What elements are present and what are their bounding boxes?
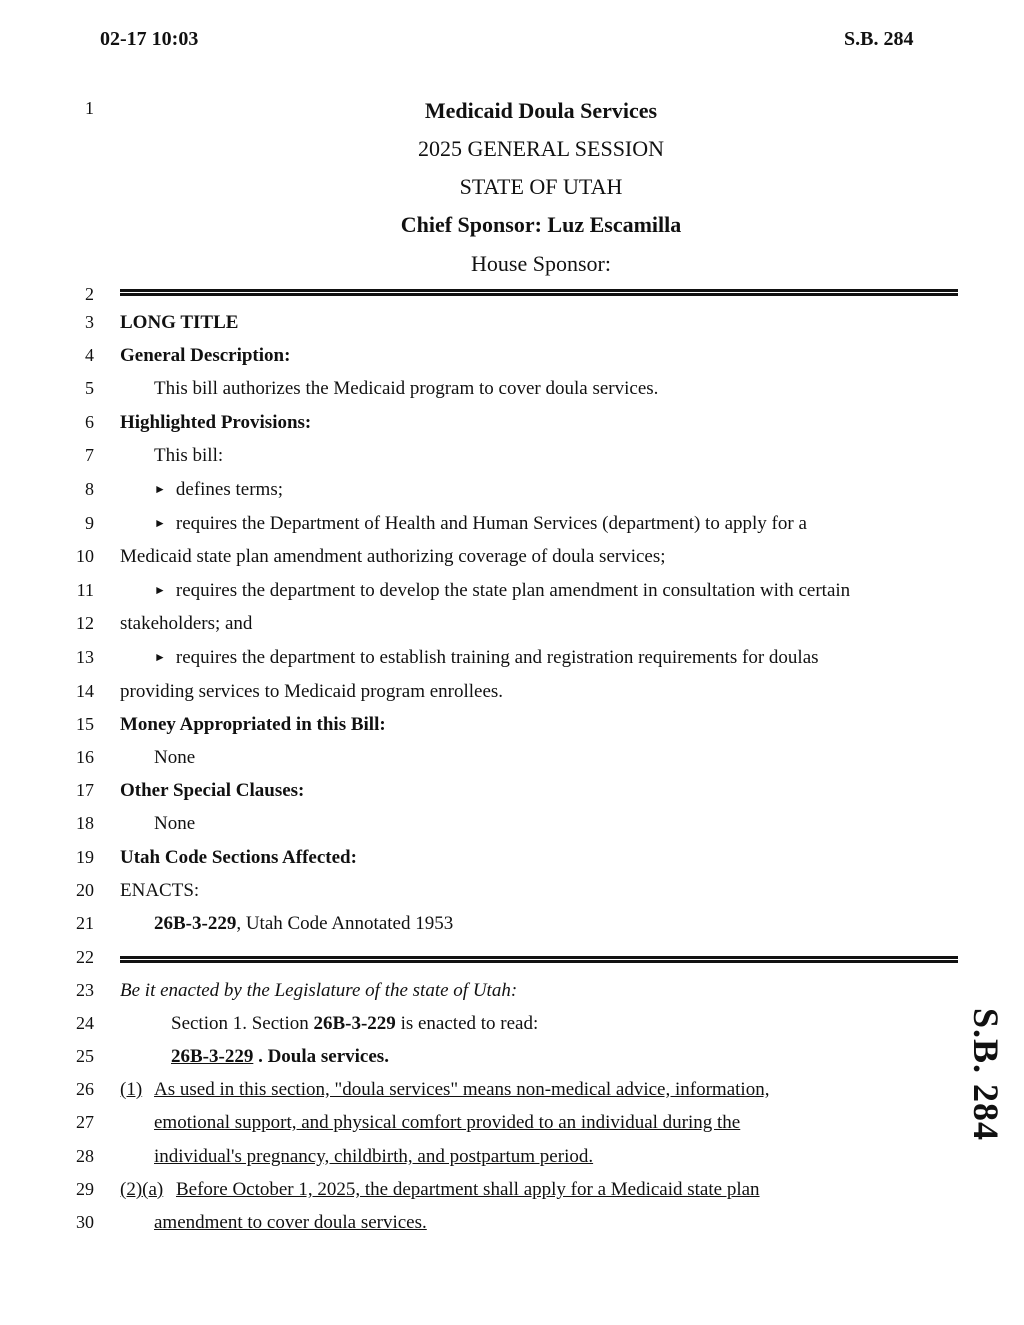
line-number: 14 [76, 681, 94, 701]
line-number: 26 [76, 1079, 94, 1099]
line-number: 24 [76, 1013, 94, 1033]
line-number: 16 [76, 747, 94, 767]
list-item-continuation: providing services to Medicaid program enrollees. [120, 681, 504, 702]
line-number: 18 [76, 813, 94, 833]
bullet-icon: ► [154, 583, 166, 597]
line-number: 6 [85, 412, 94, 432]
subsection-label: (1) [120, 1079, 143, 1100]
line-number: 2 [85, 284, 94, 304]
line-number: 5 [85, 378, 94, 398]
list-item: ► requires the Department of Health and Human Services (department) to apply for a [154, 513, 807, 534]
list-item: ► requires the department to develop the state plan amendment in consultation with certain [154, 580, 851, 601]
double-rule [120, 289, 958, 296]
line-number: 27 [76, 1112, 94, 1132]
chief-sponsor: Chief Sponsor: Luz Escamilla [400, 212, 682, 237]
line-number: 3 [85, 312, 94, 332]
money-value: None [154, 747, 196, 768]
line-number: 13 [76, 647, 94, 667]
line-number: 30 [76, 1212, 94, 1232]
enacting-clause: Be it enacted by the Legislature of the state of Utah: [120, 980, 518, 1001]
subsection-text: individual's pregnancy, childbirth, and postpartum period. [154, 1146, 594, 1167]
line-number: 7 [85, 445, 94, 465]
line-number: 11 [76, 580, 94, 600]
bill-title: Medicaid Doula Services [424, 98, 658, 123]
code-section-rest: , Utah Code Annotated 1953 [236, 913, 454, 934]
header-bill-number: S.B. 284 [844, 28, 914, 50]
section-heading-code: 26B-3-229 [171, 1046, 254, 1067]
general-description-text: This bill authorizes the Medicaid program to cover doula services. [154, 378, 659, 399]
list-item-continuation: Medicaid state plan amendment authorizing coverage of doula services; [120, 546, 666, 567]
code-section-line [154, 913, 453, 935]
line-number: 28 [76, 1146, 94, 1166]
subsection-text: amendment to cover doula services. [154, 1212, 427, 1233]
state-label: STATE OF UTAH [459, 174, 623, 199]
line-number: 8 [85, 479, 94, 499]
bullet-icon: ► [154, 482, 166, 496]
side-bill-label: S.B. 284 [966, 1008, 1006, 1142]
subsection-text: Before October 1, 2025, the department shall apply for a Medicaid state plan [176, 1179, 760, 1200]
line-number: 22 [76, 947, 94, 967]
bullet-icon: ► [154, 516, 166, 530]
special-clauses-heading: Other Special Clauses: [120, 780, 305, 801]
line-number: 29 [76, 1179, 94, 1199]
line-number: 23 [76, 980, 94, 1000]
line-number: 10 [76, 546, 94, 566]
list-item-continuation: stakeholders; and [120, 613, 253, 634]
line-number: 21 [76, 913, 94, 933]
section-heading: 26B-3-229 . Doula services. [171, 1046, 389, 1067]
line-number: 12 [76, 613, 94, 633]
double-rule [120, 956, 958, 963]
line-number: 9 [85, 513, 94, 533]
section-code: 26B-3-229 [313, 1013, 396, 1034]
subsection-text: emotional support, and physical comfort provided to an individual during the [154, 1112, 741, 1133]
session-label: 2025 GENERAL SESSION [417, 136, 665, 161]
code-sections-heading: Utah Code Sections Affected: [120, 847, 357, 868]
money-heading: Money Appropriated in this Bill: [120, 714, 386, 735]
highlighted-provisions-heading: Highlighted Provisions: [120, 412, 312, 433]
house-sponsor: House Sponsor: [471, 251, 611, 276]
line-number: 17 [76, 780, 94, 800]
enacts-label: ENACTS: [120, 880, 200, 901]
line-number: 19 [76, 847, 94, 867]
section-intro: Section 1. Section 26B-3-229 is enacted to read: [171, 1013, 539, 1034]
general-description-heading: General Description: [120, 345, 291, 366]
code-section-number: 26B-3-229 [154, 913, 237, 934]
special-clauses-value: None [154, 813, 196, 834]
bullet-icon: ► [154, 650, 166, 664]
subsection-text: As used in this section, "doula services" means non-medical advice, information, [154, 1079, 770, 1100]
list-item: ► defines terms; [154, 479, 283, 500]
header-timestamp: 02-17 10:03 [100, 28, 199, 50]
line-number: 20 [76, 880, 94, 900]
long-title-heading: LONG TITLE [120, 312, 239, 333]
line-number: 4 [85, 345, 94, 365]
line-number: 15 [76, 714, 94, 734]
this-bill-text: This bill: [154, 445, 224, 466]
list-item: ► requires the department to establish training and registration requirements for doulas [154, 647, 819, 668]
line-number: 1 [85, 98, 94, 118]
line-number: 25 [76, 1046, 94, 1066]
subsection-label: (2)(a) [120, 1179, 164, 1200]
